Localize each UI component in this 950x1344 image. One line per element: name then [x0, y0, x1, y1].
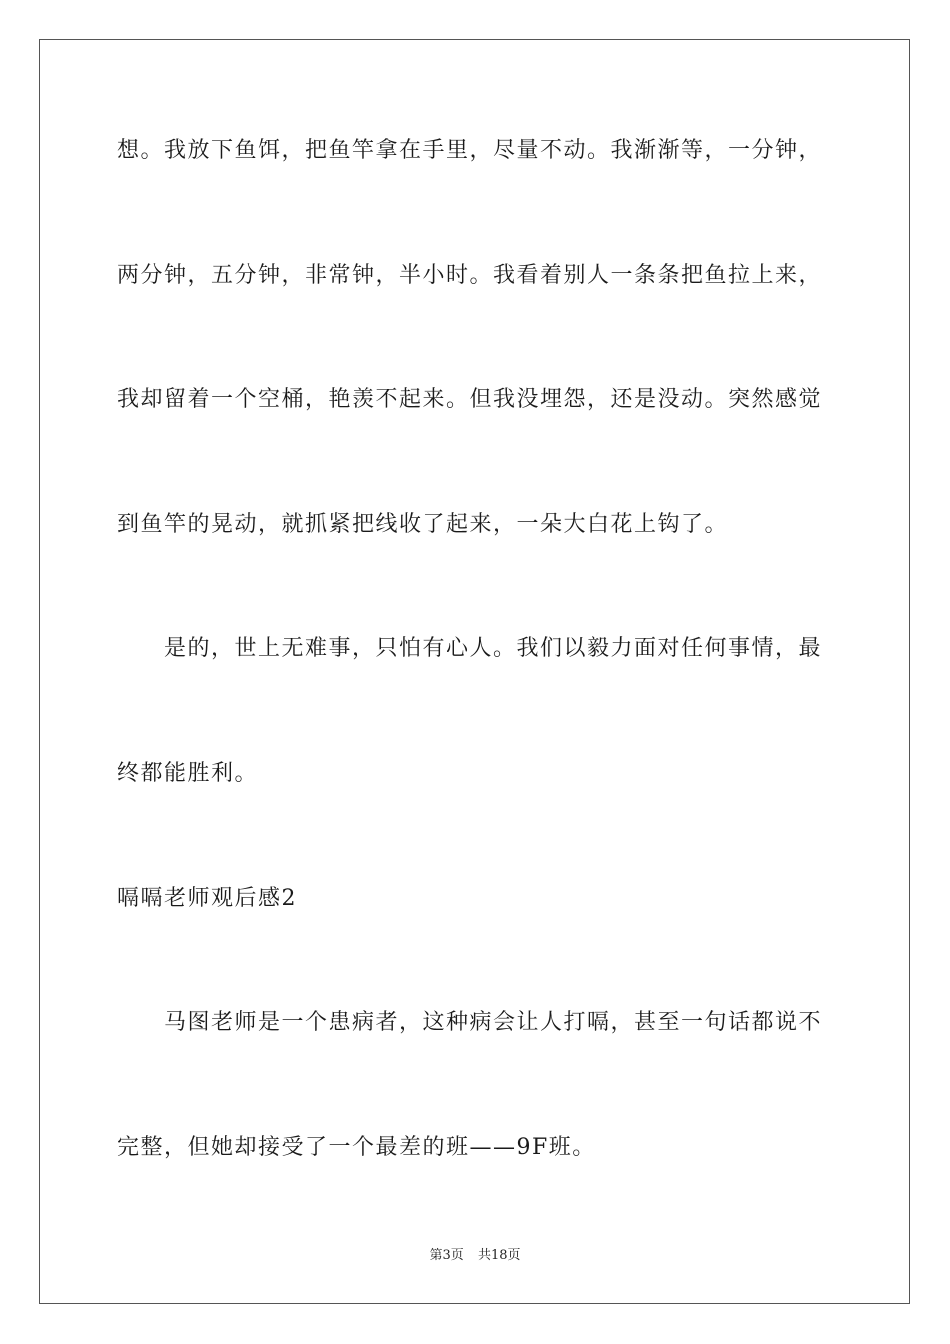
paragraph-line: 终都能胜利。 — [117, 761, 259, 786]
paragraph-line: 完整，但她却接受了一个最差的班——9F班。 — [117, 1135, 596, 1160]
paragraph-line: 马图老师是一个患病者，这种病会让人打嗝，甚至一句话都说不 — [117, 1010, 823, 1035]
paragraph-line: 是的，世上无难事，只怕有心人。我们以毅力面对任何事情，最 — [117, 636, 823, 661]
paragraph-line: 想。我放下鱼饵，把鱼竿拿在手里，尽量不动。我渐渐等，一分钟， — [117, 138, 823, 163]
section-heading: 嗝嗝老师观后感2 — [117, 886, 297, 911]
paragraph-line: 两分钟，五分钟，非常钟，半小时。我看着别人一条条把鱼拉上来， — [117, 263, 823, 288]
paragraph-line: 到鱼竿的晃动，就抓紧把线收了起来，一朵大白花上钩了。 — [117, 512, 729, 537]
page-footer — [0, 1246, 950, 1266]
page-number: 第3页 — [429, 1248, 464, 1263]
page-total: 共18页 — [477, 1248, 521, 1263]
page-border — [39, 39, 910, 1304]
paragraph-line: 我却留着一个空桶，艳羡不起来。但我没埋怨，还是没动。突然感觉 — [117, 387, 823, 412]
